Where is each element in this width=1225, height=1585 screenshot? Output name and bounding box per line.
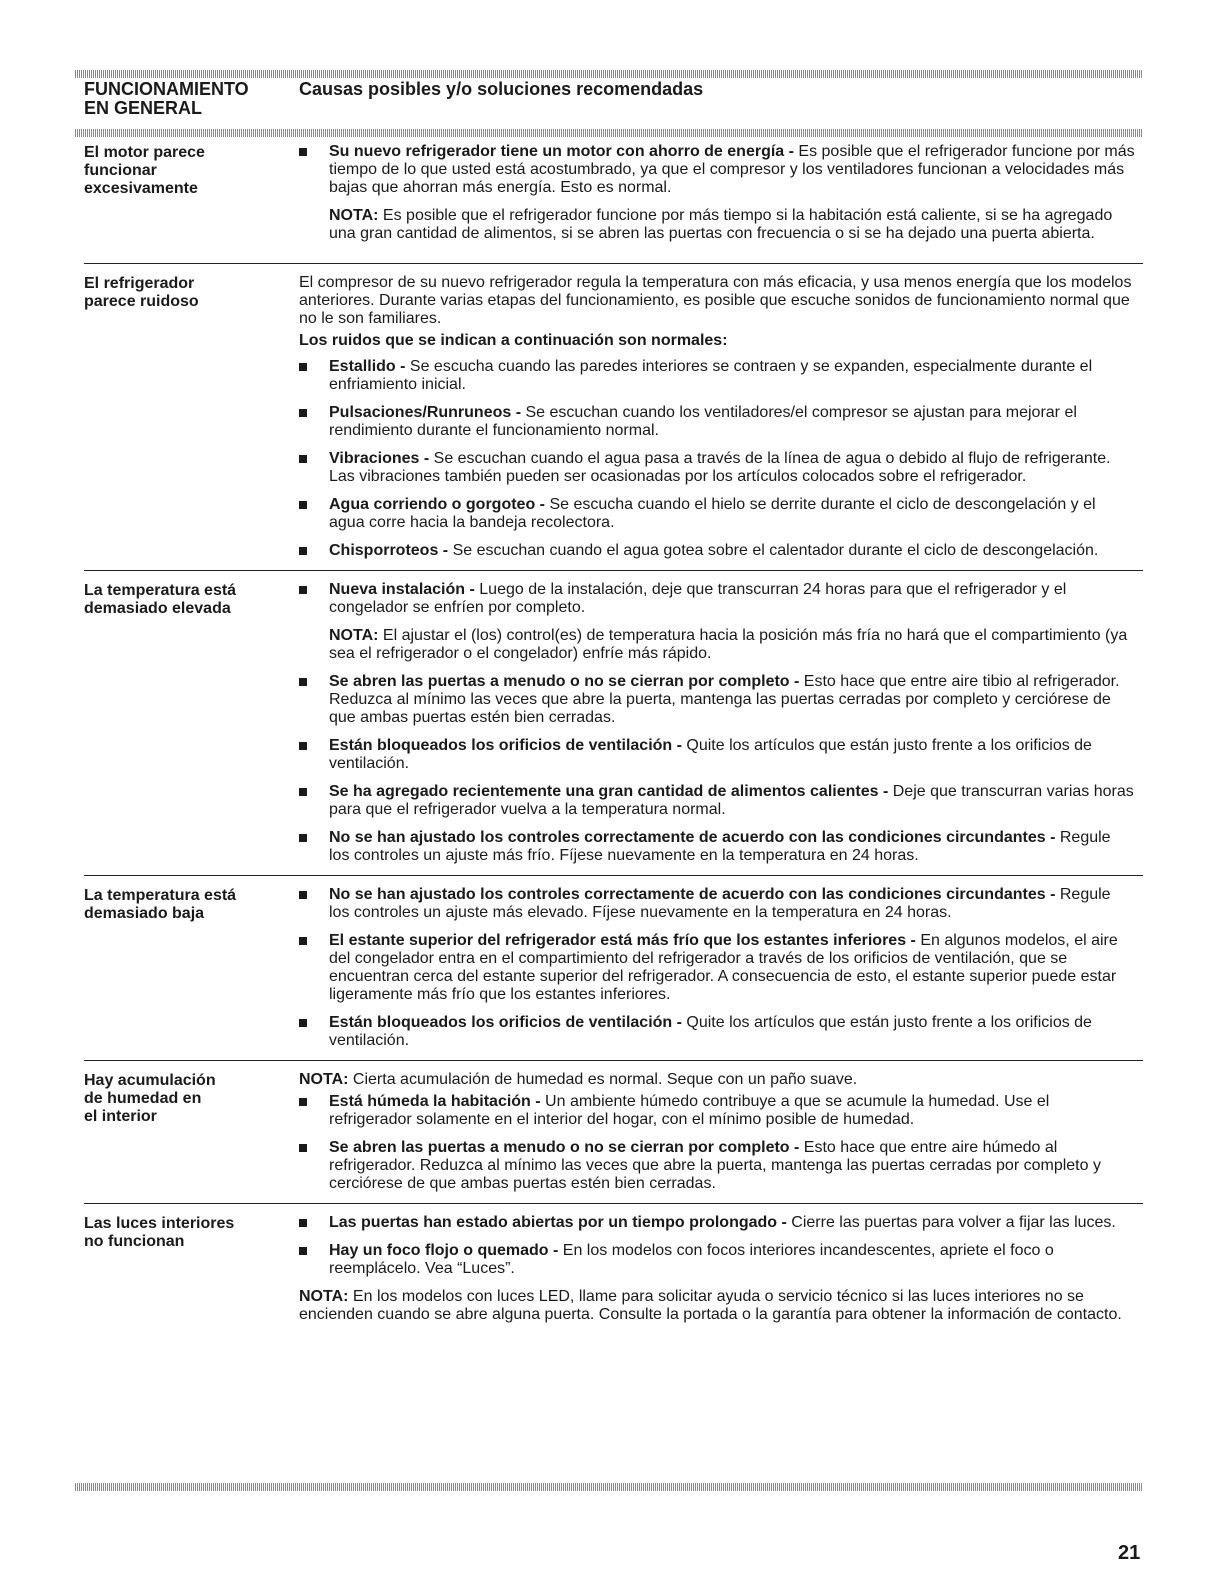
header-category-line1: FUNCIONAMIENTO	[84, 79, 249, 99]
emphasis-text: NOTA:	[299, 1288, 353, 1305]
bullet-text	[329, 581, 1135, 617]
solutions	[299, 886, 1143, 1050]
body-text: Se escuchan cuando el agua gotea sobre el calentador durante el ciclo de descongelación.	[452, 542, 1099, 559]
emphasis-text: No se han ajustado los controles correctamente de acuerdo con las condiciones circundantes -	[329, 886, 1060, 903]
solution-bullet	[299, 496, 1135, 532]
solutions	[299, 1214, 1143, 1328]
solution-bullet	[299, 358, 1135, 394]
emphasis-text: Su nuevo refrigerador tiene un motor con ahorro de energía -	[329, 143, 799, 160]
paragraph	[299, 274, 1135, 328]
bullet-text	[329, 783, 1135, 819]
troubleshooting-table	[84, 143, 1143, 1338]
solution-bullet	[299, 450, 1135, 486]
square-bullet-icon	[299, 404, 329, 440]
troubleshooting-row	[84, 1214, 1143, 1338]
body-text: Se escuchan cuando los ventiladores/el compresor se ajustan para mejorar el rendimiento durante el funcionamiento normal.	[329, 404, 1077, 439]
square-bullet-icon	[299, 737, 329, 773]
solution-bullet	[299, 542, 1135, 560]
subheading: Los ruidos que se indican a continuación son normales:	[299, 332, 728, 349]
body-text: Esto hace que entre aire húmedo al refrigerador. Reduzca al mínimo las veces que abre la puerta, mantenga las puertas cerradas por completo y cerciórese de que ambas puertas estén bien cerradas.	[329, 1139, 1101, 1192]
problem-label-line: El motor parece	[84, 144, 205, 161]
emphasis-text: Se ha agregado recientemente una gran cantidad de alimentos calientes -	[329, 783, 893, 800]
header-category-line2: EN GENERAL	[84, 98, 203, 118]
emphasis-text: NOTA:	[299, 1071, 353, 1088]
emphasis-text: El estante superior del refrigerador está más frío que los estantes inferiores -	[329, 932, 921, 949]
body-text: Se escucha cuando las paredes interiores se contraen y se expanden, especialmente durante el enfriamiento inicial.	[329, 358, 1093, 393]
header-hatch-rule	[75, 129, 1143, 137]
solutions	[299, 581, 1143, 865]
emphasis-text: NOTA:	[329, 207, 383, 224]
solution-bullet	[299, 932, 1135, 1004]
problem-label-line: no funcionan	[84, 1233, 185, 1250]
body-text: El ajustar el (los) control(es) de temperatura hacia la posición más fría no hará que el compartimiento (ya sea el refrigerador o el congelador) enfríe más rápido.	[329, 627, 1128, 662]
bullet-text	[329, 673, 1135, 727]
emphasis-text: Chisporroteos -	[329, 542, 453, 559]
solution-bullet	[299, 829, 1135, 865]
emphasis-text: Nueva instalación -	[329, 581, 480, 598]
square-bullet-icon	[299, 1139, 329, 1193]
emphasis-text: No se han ajustado los controles correctamente de acuerdo con las condiciones circundantes -	[329, 829, 1060, 846]
problem-label-line: parece ruidoso	[84, 293, 199, 310]
bullet-text	[329, 542, 1135, 560]
problem-label	[84, 143, 299, 253]
square-bullet-icon	[299, 1014, 329, 1050]
solution-bullet	[299, 886, 1135, 922]
square-bullet-icon	[299, 783, 329, 819]
bullet-text	[329, 1014, 1135, 1050]
problem-label-line: demasiado elevada	[84, 600, 231, 617]
troubleshooting-row	[84, 581, 1143, 876]
solution-bullet	[299, 581, 1135, 617]
page-number: 21	[1118, 1542, 1141, 1564]
note-paragraph	[329, 207, 1135, 243]
bullet-text	[329, 143, 1135, 197]
paragraph	[299, 1288, 1135, 1324]
emphasis-text: Se abren las puertas a menudo o no se cierran por completo -	[329, 1139, 804, 1156]
emphasis-text: Se abren las puertas a menudo o no se cierran por completo -	[329, 673, 804, 690]
square-bullet-icon	[299, 143, 329, 197]
square-bullet-icon	[299, 886, 329, 922]
bullet-text	[329, 932, 1135, 1004]
problem-label-line: La temperatura está	[84, 887, 237, 904]
problem-label	[84, 274, 299, 560]
square-bullet-icon	[299, 1242, 329, 1278]
solution-bullet	[299, 404, 1135, 440]
square-bullet-icon	[299, 496, 329, 532]
body-text: Esto hace que entre aire tibio al refrigerador. Reduzca al mínimo las veces que abre la puerta, mantenga las puertas cerradas por completo y cerciórese de que ambas puertas estén bien cerradas.	[329, 673, 1120, 726]
problem-label	[84, 581, 299, 865]
body-text: Quite los artículos que están justo frente a los orificios de ventilación.	[329, 737, 1092, 772]
emphasis-text: Las puertas han estado abiertas por un tiempo prolongado -	[329, 1214, 792, 1231]
square-bullet-icon	[299, 581, 329, 617]
solutions	[299, 1071, 1143, 1193]
body-text: Luego de la instalación, deje que transcurran 24 horas para que el refrigerador y el congelador se enfríen por completo.	[329, 581, 1067, 616]
square-bullet-icon	[299, 1214, 329, 1232]
bullet-text	[329, 886, 1135, 922]
problem-label-line: el interior	[84, 1108, 157, 1125]
problem-label-line: excesivamente	[84, 180, 198, 197]
header-causes: Causas posibles y/o soluciones recomendadas	[299, 79, 704, 99]
bullet-text	[329, 496, 1135, 532]
emphasis-text: NOTA:	[329, 627, 383, 644]
troubleshooting-row	[84, 886, 1143, 1061]
emphasis-text: Estallido -	[329, 358, 410, 375]
problem-label-line: de humedad en	[84, 1090, 202, 1107]
problem-label-line: demasiado baja	[84, 905, 205, 922]
top-hatch-rule	[75, 70, 1143, 78]
solutions	[299, 143, 1143, 253]
square-bullet-icon	[299, 450, 329, 486]
emphasis-text: Vibraciones -	[329, 450, 434, 467]
body-text: Cierre las puertas para volver a fijar las luces.	[791, 1214, 1116, 1231]
header-category	[84, 80, 294, 118]
problem-label-line: El refrigerador	[84, 275, 195, 292]
solution-bullet	[299, 1014, 1135, 1050]
bullet-text	[329, 1214, 1135, 1232]
troubleshooting-row	[84, 274, 1143, 571]
bullet-text	[329, 1093, 1135, 1129]
body-text: Quite los artículos que están justo frente a los orificios de ventilación.	[329, 1014, 1092, 1049]
problem-label-line: funcionar	[84, 162, 157, 179]
square-bullet-icon	[299, 829, 329, 865]
square-bullet-icon	[299, 673, 329, 727]
bullet-text	[329, 358, 1135, 394]
square-bullet-icon	[299, 1093, 329, 1129]
solutions	[299, 274, 1143, 560]
body-text: Es posible que el refrigerador funcione por más tiempo si la habitación está caliente, si se ha agregado una gran cantidad de alimentos, si se abren las puertas con frecuencia o si se ha dejado una puerta abierta.	[329, 207, 1113, 242]
body-text: Es posible que el refrigerador funcione por más tiempo de lo que usted está acostumbrado, ya que el compresor y los ventiladores funcionan a velocidades más bajas que ahorran más energía. Esto es normal.	[329, 143, 1135, 196]
solution-bullet	[299, 673, 1135, 727]
body-text: Se escuchan cuando el agua pasa a través de la línea de agua o debido al flujo de refrigerante. Las vibraciones también pueden ser ocasionadas por los artículos colocados sobre el refrigerador.	[329, 450, 1111, 485]
troubleshooting-row	[84, 143, 1143, 264]
emphasis-text: Pulsaciones/Runruneos -	[329, 404, 526, 421]
body-text: En los modelos con focos interiores incandescentes, apriete el foco o reemplácelo. Vea “Luces”.	[329, 1242, 1054, 1277]
problem-label	[84, 1071, 299, 1193]
problem-label-line: Hay acumulación	[84, 1072, 216, 1089]
square-bullet-icon	[299, 932, 329, 1004]
body-text: Regule los controles un ajuste más frío. Fíjese nuevamente en la temperatura en 24 horas.	[329, 829, 1111, 864]
solution-bullet	[299, 1093, 1135, 1129]
solution-bullet	[299, 1214, 1135, 1232]
emphasis-text: Están bloqueados los orificios de ventilación -	[329, 1014, 687, 1031]
body-text: Deje que transcurran varias horas para que el refrigerador vuelva a la temperatura normal.	[329, 783, 1134, 818]
bottom-hatch-rule	[75, 1483, 1143, 1491]
square-bullet-icon	[299, 358, 329, 394]
solution-bullet	[299, 143, 1135, 197]
emphasis-text: Están bloqueados los orificios de ventilación -	[329, 737, 687, 754]
body-text: Un ambiente húmedo contribuye a que se acumule la humedad. Use el refrigerador solamente en el interior del hogar, con el mínimo posible de humedad.	[329, 1093, 1050, 1128]
bullet-text	[329, 404, 1135, 440]
bullet-text	[329, 737, 1135, 773]
solution-bullet	[299, 783, 1135, 819]
emphasis-text: Agua corriendo o gorgoteo -	[329, 496, 550, 513]
solution-bullet	[299, 1139, 1135, 1193]
body-text: Cierta acumulación de humedad es normal. Seque con un paño suave.	[352, 1071, 858, 1088]
bullet-text	[329, 829, 1135, 865]
solution-bullet	[299, 1242, 1135, 1278]
emphasis-text: Está húmeda la habitación -	[329, 1093, 546, 1110]
body-text: En los modelos con luces LED, llame para solicitar ayuda o servicio técnico si las luces interiores no se encienden cuando se abre alguna puerta. Consulte la portada o la garantía para obtener la información de contacto.	[299, 1288, 1122, 1323]
paragraph	[299, 1071, 1135, 1089]
problem-label	[84, 886, 299, 1050]
bullet-text	[329, 1242, 1135, 1278]
body-text: Se escucha cuando el hielo se derrite durante el ciclo de descongelación y el agua corre hacia la bandeja recolectora.	[329, 496, 1096, 531]
emphasis-text: Hay un foco flojo o quemado -	[329, 1242, 563, 1259]
square-bullet-icon	[299, 542, 329, 560]
body-text: En algunos modelos, el aire del congelador entra en el compartimiento del refrigerador a través de los orificios de ventilación, que se encuentran cerca del estante superior del refrigerador. A consecuencia de esto, el estante superior puede estar ligeramente más frío que los estantes inferiores.	[329, 932, 1118, 1003]
solution-bullet	[299, 737, 1135, 773]
bullet-text	[329, 1139, 1135, 1193]
troubleshooting-row	[84, 1071, 1143, 1204]
body-text: Regule los controles un ajuste más elevado. Fíjese nuevamente en la temperatura en 24 horas.	[329, 886, 1111, 921]
body-text: El compresor de su nuevo refrigerador regula la temperatura con más eficacia, y usa menos energía que los modelos anteriores. Durante varias etapas del funcionamiento, es posible que escuche sonidos de funcionamiento normal que no le son familiares.	[299, 274, 1132, 327]
bullet-text	[329, 450, 1135, 486]
problem-label	[84, 1214, 299, 1328]
problem-label-line: La temperatura está	[84, 582, 237, 599]
note-paragraph	[329, 627, 1135, 663]
problem-label-line: Las luces interiores	[84, 1215, 235, 1232]
